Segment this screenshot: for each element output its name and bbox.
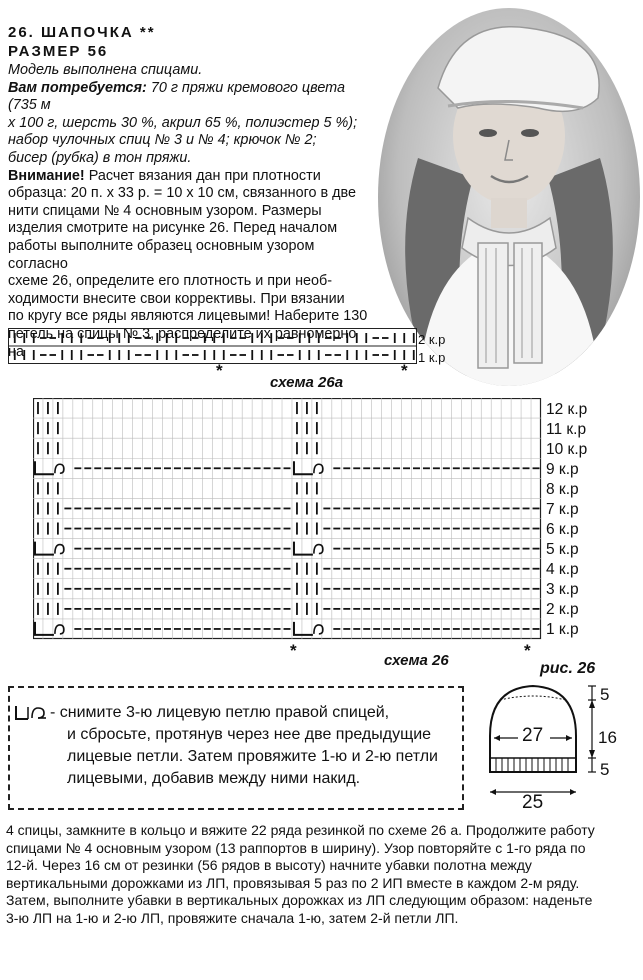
row-label: 8 к.р — [546, 481, 579, 498]
legend-line: лицевые петли. Затем провяжите 1-ю и 2-ю петли — [67, 748, 438, 765]
hat-height-total: 16 — [598, 728, 617, 747]
attention-line: ходимости внесите свои коррективы. При вязании — [8, 290, 345, 307]
legend-line: лицевыми, добавив между ними накид. — [67, 770, 361, 787]
legend-line: - снимите 3-ю лицевую петлю правой спицей, — [50, 704, 390, 721]
materials-block — [8, 80, 373, 115]
attention-line: образца: 20 п. х 33 р. = 10 х 10 см, связанного в две — [8, 185, 357, 202]
row-label: 3 к.р — [546, 581, 579, 598]
materials-line: х 100 г, шерсть 30 %, акрил 65 %, полиэстер 5 %); — [8, 114, 358, 131]
row-label: 11 к.р — [546, 421, 587, 438]
row-label: 6 к.р — [546, 521, 579, 538]
instruction-line: 3-ю ЛП на 1-ю и 2-ю ЛП, провяжите сначала 1-ю, затем 2-й петли ЛП. — [6, 909, 459, 926]
hat-width-top: 27 — [522, 725, 544, 746]
decrease-symbol-icon — [14, 704, 48, 722]
legend-line: и сбросьте, протянув через нее две предыдущие — [67, 726, 432, 743]
schema-26a-grid — [8, 325, 418, 366]
row-label: 1 к.р — [546, 621, 579, 638]
instruction-line: спицами № 4 основным узором (13 раппортов в ширину). Узор повторяйте с 1-го ряда по — [6, 839, 586, 856]
attention-line: работы выполните образец основным узором согласно — [8, 237, 315, 272]
attention-line: нити спицами № 4 основным узором. Размеры — [8, 202, 322, 219]
instruction-line: 4 спицы, замкните в кольцо и вяжите 22 ряда резинкой по схеме 26 а. Продолжите работу — [6, 822, 595, 838]
schema-26-grid — [33, 398, 543, 640]
schema-26-row-labels — [546, 400, 587, 640]
model-line: Модель выполнена спицами. — [8, 62, 203, 78]
repeat-marker-star: * — [401, 361, 408, 380]
intro-text — [8, 62, 373, 361]
materials-line: набор чулочных спиц № 3 и № 4; крючок № 2; — [8, 132, 317, 149]
repeat-marker-star: * — [524, 641, 531, 660]
schema-26-stitches — [33, 398, 541, 639]
attention-line: Расчет вязания дан при плотности — [84, 167, 321, 184]
schema-26a-title: схема 26а — [270, 374, 344, 391]
row-label: 5 к.р — [546, 541, 579, 558]
attention-block — [8, 168, 373, 186]
repeat-marker-star: * — [216, 361, 223, 380]
hat-width-bottom: 25 — [522, 792, 544, 813]
attention-line: изделия смотрите на рисунке 26. Перед началом — [8, 220, 338, 237]
instruction-line: вертикальными дорожками из ЛП, провязывая 5 раз по 2 ИП вместе в каждом 2-м ряду. — [6, 874, 580, 891]
attention-label: Внимание! — [8, 167, 85, 184]
schema-26-title: схема 26 — [384, 652, 449, 669]
schema-26a-row-labels — [418, 331, 445, 367]
instruction-line: Затем, выполните убавки в вертикальных дорожках из ЛП следующим образом: наденьте — [6, 892, 593, 908]
row-label: 10 к.р — [546, 441, 588, 458]
instruction-line: 12-й. Через 16 см от резинки (56 рядов в высоту) начните убавки полотна между — [6, 857, 532, 873]
row-label: 9 к.р — [546, 461, 579, 478]
row-label: 2 к.р — [418, 332, 446, 347]
materials-label: Вам потребуется: — [8, 79, 147, 96]
repeat-marker-star: * — [290, 641, 297, 660]
materials-line: 70 г пряжи кремового цвета (735 м — [8, 79, 346, 114]
hat-height-bottom: 5 — [600, 760, 610, 779]
hat-height-top: 5 — [600, 685, 610, 704]
row-label: 7 к.р — [546, 501, 579, 518]
pattern-size: РАЗМЕР 56 — [8, 43, 109, 60]
figure-26-title: рис. 26 — [540, 660, 596, 677]
row-label: 2 к.р — [546, 601, 579, 618]
attention-line: петель на спицы № 3, распределите их равномерно на — [8, 325, 357, 360]
pattern-number-title: 26. ШАПОЧКА ** — [8, 24, 156, 41]
row-label: 1 к.р — [418, 350, 446, 365]
attention-line: схеме 26, определите его плотность и при необ- — [8, 273, 333, 290]
row-label: 12 к.р — [546, 401, 588, 418]
instructions-text — [6, 822, 638, 927]
materials-line: бисер (рубка) в тон пряжи. — [8, 149, 192, 166]
row-label: 4 к.р — [546, 561, 579, 578]
attention-line: по кругу все ряды являются лицевыми! Наберите 130 — [8, 308, 368, 325]
